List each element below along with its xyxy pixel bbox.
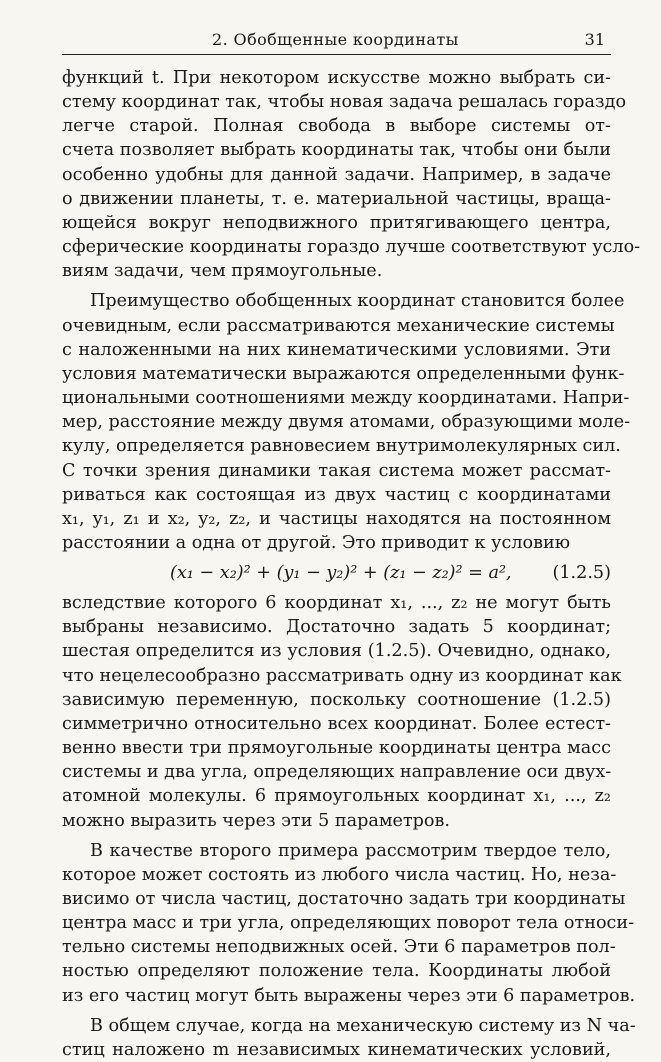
section-title: 2. Обобщенные координаты xyxy=(212,30,459,49)
text-line: системы и два угла, определяющих направление оси двух- xyxy=(62,762,612,783)
text-line: мер, расстояние между двумя атомами, образующими моле- xyxy=(62,412,631,433)
text-line: которое может состоять из любого числа частиц. Но, неза- xyxy=(62,864,617,885)
text-line: риваться как состоящая из двух частиц с координатами xyxy=(62,484,611,505)
text-line: циональными соотношениями между координатами. Напри- xyxy=(62,388,630,409)
text-line: В качестве второго примера рассмотрим твердое тело, xyxy=(90,840,611,861)
text-line: вследствие которого 6 координат x₁, ..., z₂ не могут быть xyxy=(62,593,611,614)
text-line: легче старой. Полная свобода в выборе системы от- xyxy=(62,116,611,137)
text-line: из его частиц могут быть выражены через эти 6 параметров. xyxy=(62,985,636,1006)
paragraph-1 xyxy=(62,66,641,283)
text-line: с наложенными на них кинематическими условиями. Эти xyxy=(62,339,611,360)
text-line: виям задачи, чем прямоугольные. xyxy=(62,261,383,282)
text-line: x₁, y₁, z₁ и x₂, y₂, z₂, и частицы находятся на постоянном xyxy=(62,508,611,529)
equation-expression: (x₁ − x₂)² + (y₁ − y₂)² + (z₁ − z₂)² = a², xyxy=(170,563,512,584)
paragraph-4 xyxy=(62,839,636,1008)
text-line: выбраны независимо. Достаточно задать 5 координат; xyxy=(62,617,611,638)
text-line: тельно системы неподвижных осей. Эти 6 параметров пол- xyxy=(62,937,616,958)
text-line: что нецелесообразно рассматривать одну из координат как xyxy=(62,665,622,686)
text-line: условия математически выражаются определенными функ- xyxy=(62,363,625,384)
text-line: С точки зрения динамики такая система может рассмат- xyxy=(62,460,611,481)
text-line: о движении планеты, т. е. материальной частицы, враща- xyxy=(62,188,611,209)
paragraph-5 xyxy=(62,1014,636,1062)
text-line: расстоянии a одна от другой. Это приводит к условию xyxy=(62,532,571,553)
text-line: шестая определится из условия (1.2.5). Очевидно, однако, xyxy=(62,641,611,662)
text-line: счета позволяет выбрать координаты так, чтобы они были xyxy=(62,140,611,161)
text-line: особенно удобны для данной задачи. Например, в задаче xyxy=(62,164,611,185)
text-line: ностью определяют положение тела. Координаты любой xyxy=(62,961,611,982)
page-number: 31 xyxy=(584,30,605,49)
text-line: симметрично относительно всех координат. Более естест- xyxy=(62,713,611,734)
text-line: очевидным, если рассматриваются механические системы xyxy=(62,315,615,336)
text-line: можно выразить через эти 5 параметров. xyxy=(62,810,451,831)
text-line: В общем случае, когда на механическую систему из N ча- xyxy=(90,1015,636,1036)
text-line: висимо от числа частиц, достаточно задать три координаты xyxy=(62,889,626,909)
text-line: стему координат так, чтобы новая задача решалась гораздо xyxy=(62,92,627,113)
text-line: стиц наложено m независимых кинематических условий, xyxy=(62,1039,611,1060)
text-line: центра масс и три угла, определяющих поворот тела относи- xyxy=(62,913,635,934)
running-header xyxy=(62,28,611,55)
paragraph-3 xyxy=(62,591,622,833)
body-text xyxy=(62,66,641,1062)
text-line: Преимущество обобщенных координат становится более xyxy=(90,291,625,312)
text-line: атомной молекулы. 6 прямоугольных координат x₁, ..., z₂ xyxy=(62,786,611,807)
text-line: венно ввести три прямоугольные координаты центра масс xyxy=(62,738,611,759)
text-line: функций t. При некотором искусстве можно выбрать си- xyxy=(62,68,611,88)
text-line: кулу, определяется равновесием внутримолекулярных сил. xyxy=(62,436,621,457)
text-line: зависимую переменную, поскольку соотношение (1.2.5) xyxy=(62,689,611,710)
paragraph-2 xyxy=(62,289,631,555)
equation-1-2-5 xyxy=(62,555,611,591)
text-line: ющейся вокруг неподвижного притягивающего центра, xyxy=(62,212,611,233)
equation-number: (1.2.5) xyxy=(552,563,611,584)
text-line: сферические координаты гораздо лучше соответствуют усло- xyxy=(62,237,641,258)
